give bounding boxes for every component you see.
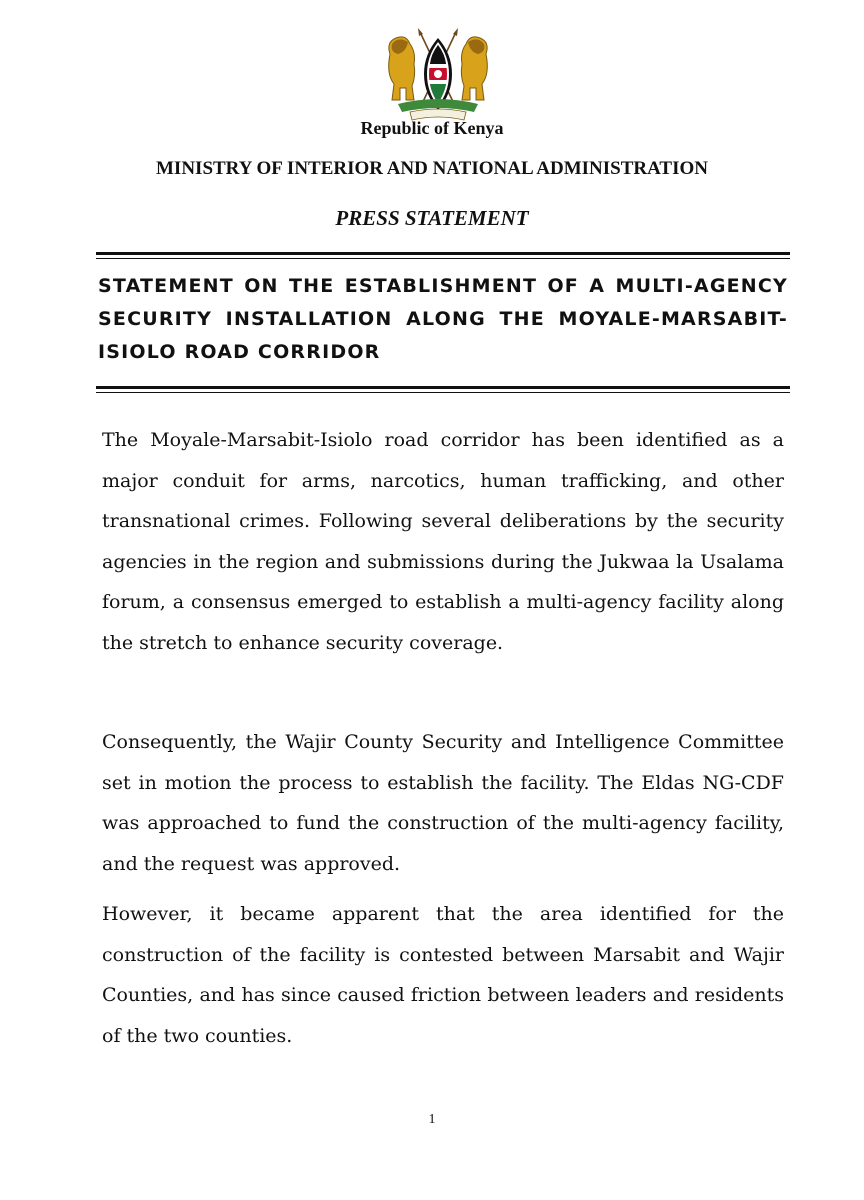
body-paragraph: Consequently, the Wajir County Security and Intelligence Committee set in motion the process to establish the facility. The Eldas NG-CDF was approached to fund the construction of the multi-agency facility, and the request was approved. — [102, 731, 784, 875]
republic-heading: Republic of Kenya — [360, 118, 504, 138]
kenya-coat-of-arms-icon — [376, 24, 500, 124]
title-top-rule — [96, 252, 790, 259]
body-paragraph: However, it became apparent that the area identified for the construction of the facility is contested between Marsabit and Wajir Counties, and has since caused friction between leaders and residents of the two counties. — [102, 903, 784, 1047]
ministry-heading: MINISTRY OF INTERIOR AND NATIONAL ADMINISTRATION — [156, 158, 708, 179]
document-type-heading: PRESS STATEMENT — [335, 206, 529, 230]
body-paragraph: The Moyale-Marsabit-Isiolo road corridor has been identified as a major conduit for arms, narcotics, human trafficking, and other transnational crimes. Following several deliberations by the security agencies in the region and submissions during the Jukwaa la Usalama forum, a consensus emerged to establish a multi-agency facility along the stretch to enhance security coverage. — [102, 429, 784, 654]
title-bottom-rule — [96, 386, 790, 393]
page-number: 1 — [428, 1112, 436, 1127]
statement-title: STATEMENT ON THE ESTABLISHMENT OF A MULTI-AGENCY SECURITY INSTALLATION ALONG THE MOYALE-MARSABIT-ISIOLO ROAD CORRIDOR — [98, 275, 788, 363]
